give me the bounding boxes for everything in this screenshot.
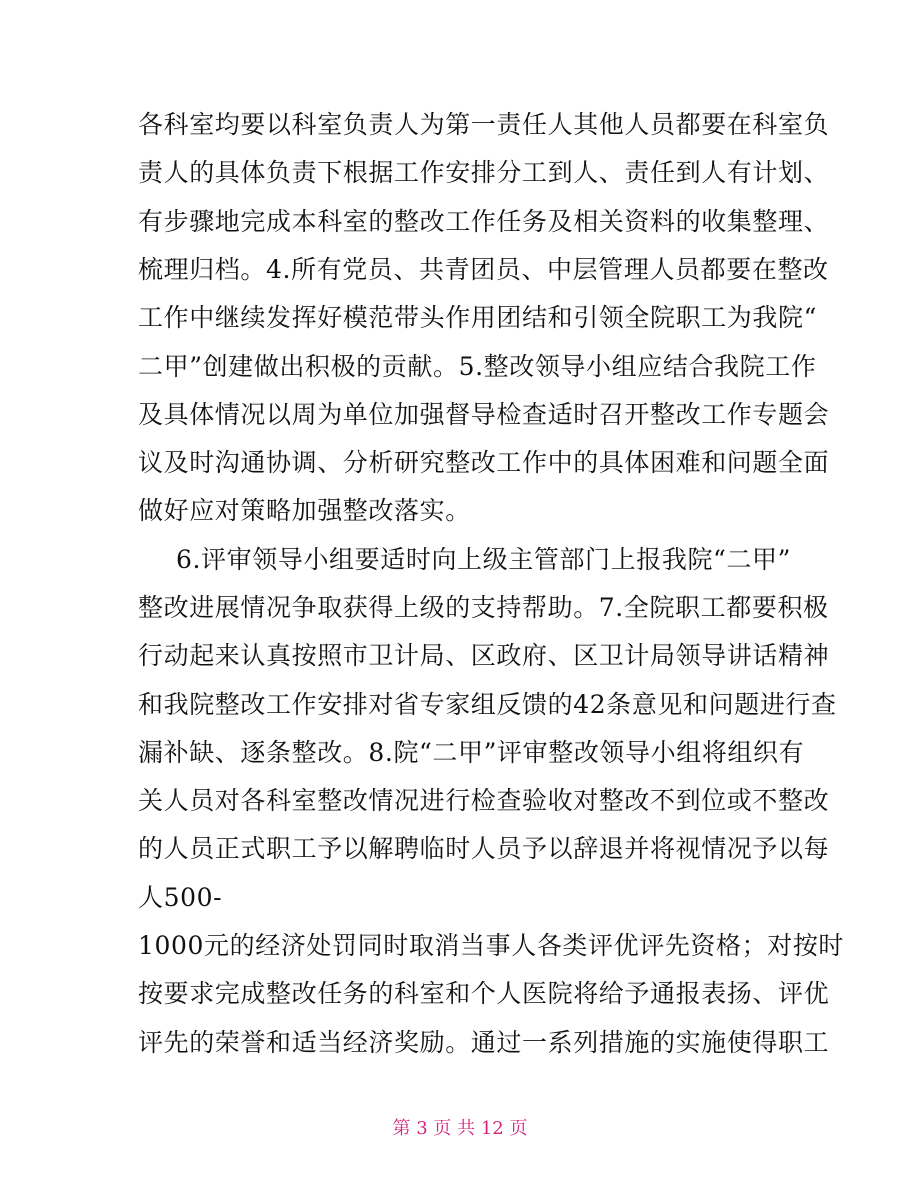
paragraph-line: 议及时沟通协调、分析研究整改工作中的具体困难和问题全面 (138, 448, 830, 477)
paragraph-line: 和我院整改工作安排对省专家组反馈的42条意见和问题进行查 (138, 690, 837, 719)
paragraph-line: 6.评审领导小组要适时向上级主管部门上报我院“二甲” (176, 545, 792, 574)
paragraph-line: 关人员对各科室整改情况进行检查验收对整改不到位或不整改 (138, 786, 830, 815)
paragraph-line: 梳理归档。4.所有党员、共青团员、中层管理人员都要在整改 (138, 255, 829, 284)
paragraph-line: 评先的荣誉和适当经济奖励。通过一系列措施的实施使得职工 (138, 1028, 830, 1057)
paragraph-line: 行动起来认真按照市卫计局、区政府、区卫计局领导讲话精神 (138, 641, 830, 670)
paragraph-line: 及具体情况以周为单位加强督导检查适时召开整改工作专题会 (138, 400, 830, 429)
paragraph-line: 二甲”创建做出积极的贡献。5.整改领导小组应结合我院工作 (138, 352, 817, 381)
paragraph-line: 整改进展情况争取获得上级的支持帮助。7.全院职工都要积极 (138, 593, 829, 622)
page-number: 第 3 页 共 12 页 (392, 1118, 528, 1139)
page-footer (0, 1114, 920, 1140)
paragraph-line: 各科室均要以科室负责人为第一责任人其他人员都要在科室负 (138, 110, 830, 139)
paragraph-line: 的人员正式职工予以解聘临时人员予以辞退并将视情况予以每 (138, 834, 830, 863)
paragraph-line: 按要求完成整改任务的科室和个人医院将给予通报表扬、评优 (138, 979, 830, 1008)
paragraph-line: 工作中继续发挥好模范带头作用团结和引领全院职工为我院“ (138, 303, 817, 332)
paragraph-line: 有步骤地完成本科室的整改工作任务及相关资料的收集整理、 (138, 207, 830, 236)
paragraph-line: 1000元的经济处罚同时取消当事人各类评优评先资格；对按时 (138, 931, 845, 960)
paragraph-line: 漏补缺、逐条整改。8.院“二甲”评审整改领导小组将组织有 (138, 738, 805, 767)
paragraph-line: 做好应对策略加强整改落实。 (138, 496, 471, 525)
paragraph-line: 人500- (138, 883, 223, 912)
paragraph-line: 责人的具体负责下根据工作安排分工到人、责任到人有计划、 (138, 158, 830, 187)
